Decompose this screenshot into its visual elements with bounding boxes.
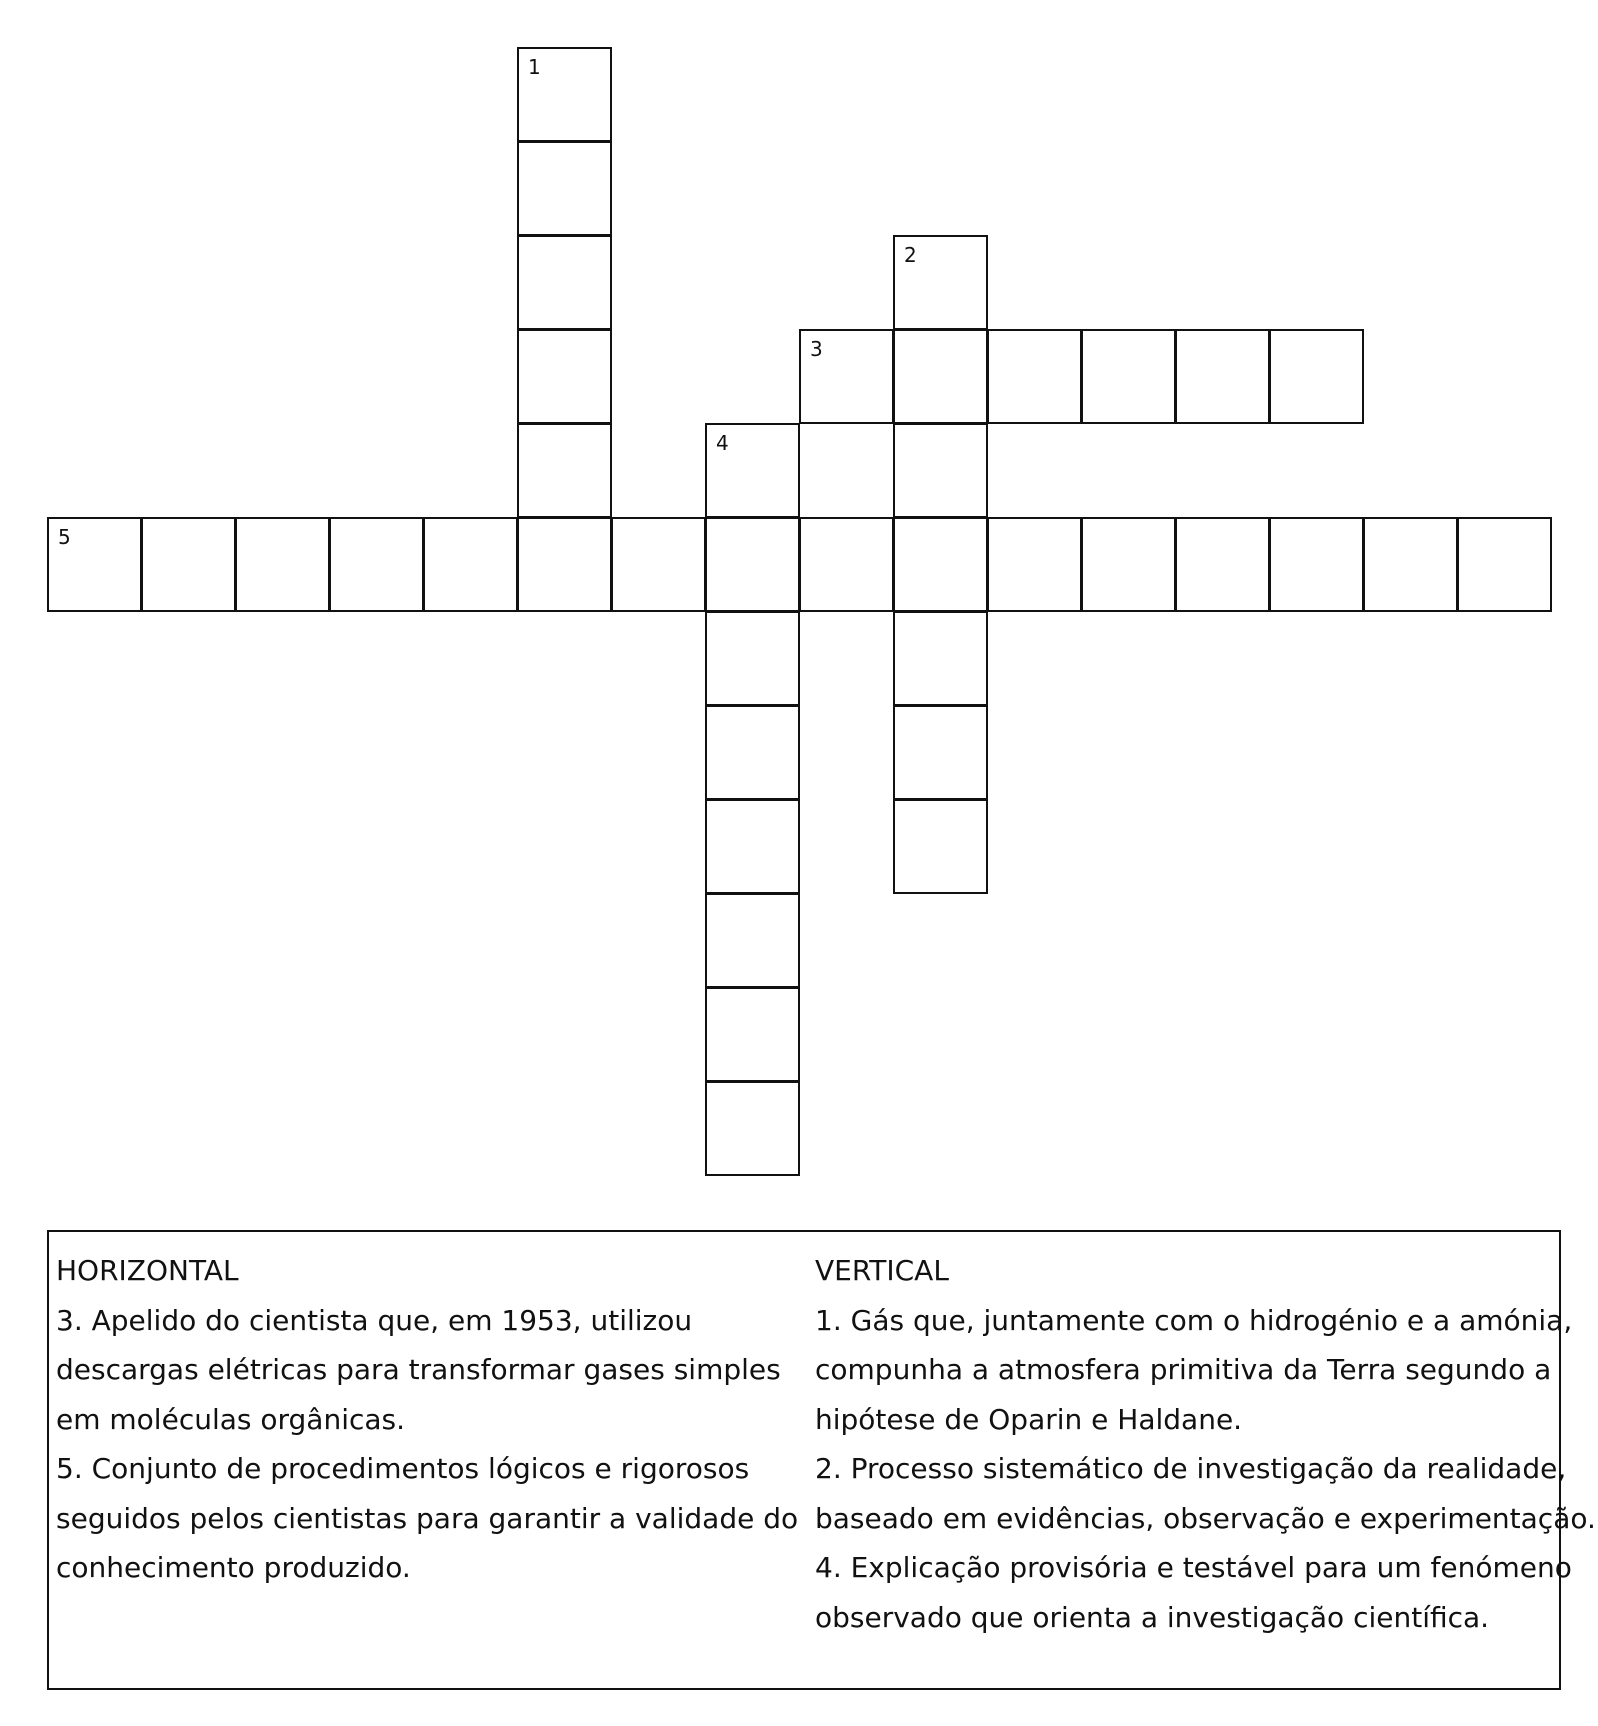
crossword-cell[interactable] <box>893 517 988 612</box>
clue-line: 1. Gás que, juntamente com o hidrogénio e a amónia, <box>815 1303 1573 1337</box>
crossword-cell[interactable] <box>1081 329 1176 424</box>
crossword-cell[interactable] <box>517 141 612 236</box>
crossword-cell[interactable] <box>987 517 1082 612</box>
crossword-cell[interactable] <box>1175 517 1270 612</box>
crossword-cell[interactable] <box>893 799 988 894</box>
crossword-cell[interactable] <box>1175 329 1270 424</box>
crossword-cell[interactable] <box>517 47 612 142</box>
crossword-cell[interactable] <box>705 517 800 612</box>
clue-line: 5. Conjunto de procedimentos lógicos e rigorosos <box>56 1452 750 1485</box>
clue-line: hipótese de Oparin e Haldane. <box>815 1402 1243 1436</box>
crossword-cell[interactable] <box>893 423 988 518</box>
crossword-cell[interactable] <box>517 517 612 612</box>
crossword-cell[interactable] <box>705 423 800 518</box>
crossword-cell[interactable] <box>705 799 800 894</box>
clue-line: baseado em evidências, observação e experimentação. <box>815 1501 1596 1535</box>
crossword-cell[interactable] <box>1269 517 1364 612</box>
clue-number: 4 <box>716 431 729 455</box>
clue-number: 1 <box>528 55 541 79</box>
crossword-cell[interactable] <box>517 423 612 518</box>
crossword-cell[interactable] <box>517 235 612 330</box>
crossword-cell[interactable] <box>799 329 894 424</box>
clue-number: 2 <box>904 243 917 267</box>
vertical-clues <box>815 1246 1596 1642</box>
crossword-cell[interactable] <box>611 517 706 612</box>
crossword-cell[interactable] <box>705 893 800 988</box>
clue-line: observado que orienta a investigação científica. <box>815 1600 1490 1634</box>
clue-line: compunha a atmosfera primitiva da Terra segundo a <box>815 1353 1552 1386</box>
crossword-cell[interactable] <box>705 611 800 706</box>
crossword-cell[interactable] <box>1363 517 1458 612</box>
clue-line: descargas elétricas para transformar gases simples <box>56 1353 781 1386</box>
clues-box <box>47 1230 1596 1690</box>
crossword-cell[interactable] <box>1081 517 1176 612</box>
crossword-cell[interactable] <box>893 329 988 424</box>
crossword-cell[interactable] <box>893 235 988 330</box>
crossword-cell[interactable] <box>47 517 142 612</box>
crossword-cell[interactable] <box>799 517 894 612</box>
clue-line: 2. Processo sistemático de investigação da realidade, <box>815 1452 1567 1485</box>
crossword-cell[interactable] <box>1457 517 1552 612</box>
crossword-cell[interactable] <box>1269 329 1364 424</box>
crossword-cell[interactable] <box>705 1081 800 1176</box>
crossword-cell[interactable] <box>235 517 330 612</box>
horizontal-heading: HORIZONTAL <box>56 1254 239 1287</box>
clue-line: conhecimento produzido. <box>56 1551 411 1584</box>
crossword-cell[interactable] <box>893 705 988 800</box>
clue-number: 5 <box>58 525 71 549</box>
clue-line: 4. Explicação provisória e testável para um fenómeno <box>815 1551 1572 1584</box>
clue-number: 3 <box>810 337 823 361</box>
clue-line: 3. Apelido do cientista que, em 1953, utilizou <box>56 1303 693 1337</box>
crossword-cell[interactable] <box>423 517 518 612</box>
crossword-cell[interactable] <box>141 517 236 612</box>
clue-line: em moléculas orgânicas. <box>56 1402 406 1436</box>
crossword-cell[interactable] <box>517 329 612 424</box>
clue-line: seguidos pelos cientistas para garantir a validade do <box>56 1501 799 1535</box>
vertical-heading: VERTICAL <box>815 1254 949 1287</box>
horizontal-clues <box>56 1246 799 1593</box>
crossword-cell[interactable] <box>987 329 1082 424</box>
crossword-cell[interactable] <box>329 517 424 612</box>
crossword-cell[interactable] <box>705 705 800 800</box>
crossword-cell[interactable] <box>705 987 800 1082</box>
crossword-cell[interactable] <box>893 611 988 706</box>
